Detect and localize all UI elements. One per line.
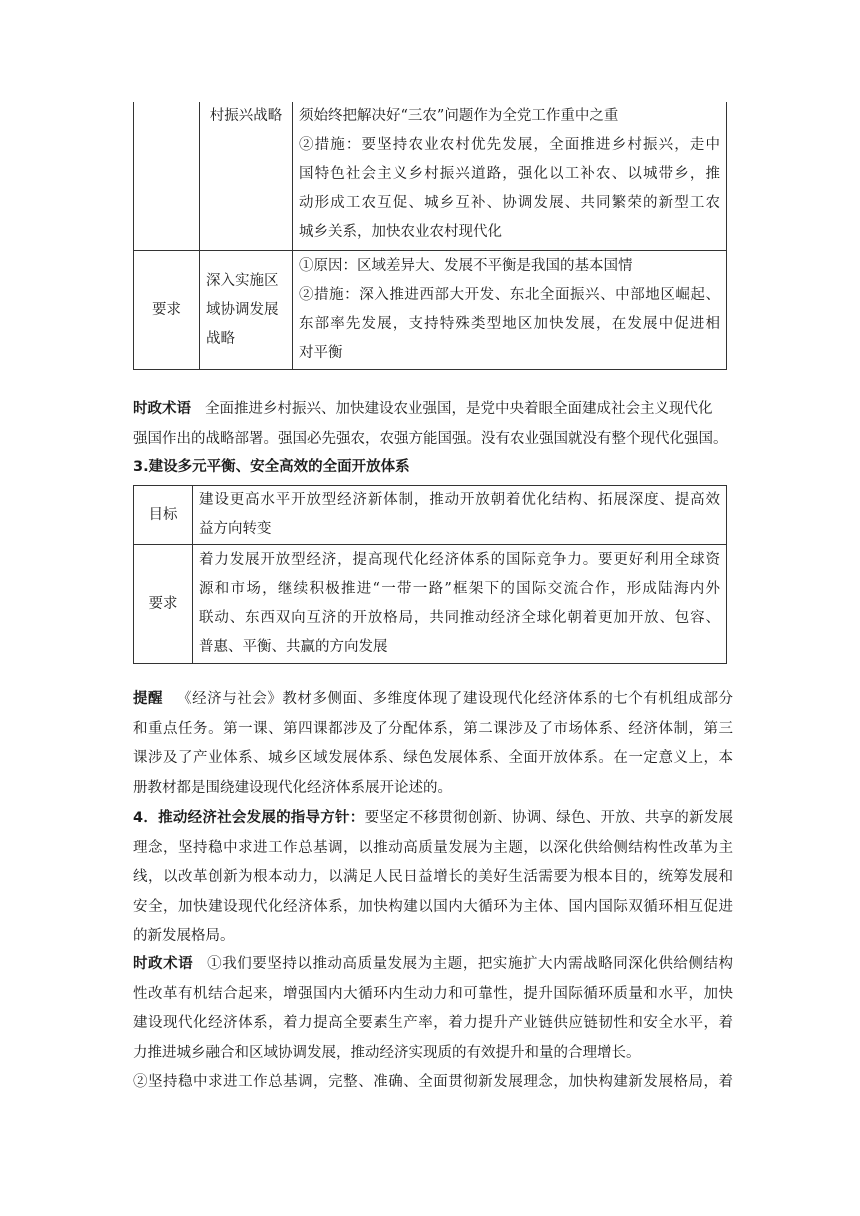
cell-line: 东部率先发展，支持特殊类型地区加快发展，在发展中促进相 [299, 316, 720, 332]
cell-line: ①原因：区域差异大、发展不平衡是我国的基本国情 [299, 258, 633, 274]
table-cell-category: 要求 [134, 251, 200, 370]
politics-term-block [133, 950, 733, 1098]
cell-line: 战略 [206, 330, 235, 347]
table-cell-content [293, 251, 727, 370]
paragraph-line: 全面推进乡村振兴、加快建设农业强国，是党中央着眼全面建成社会主义现代化 [205, 401, 713, 417]
politics-term-block [133, 395, 733, 454]
table-row [134, 251, 727, 370]
cell-line: ②措施：深入推进西部大开发、东北全面振兴、中部地区崛起、 [299, 287, 720, 303]
paragraph-line: 册教材都是围绕建设现代化经济体系展开论述的。 [133, 779, 452, 796]
cell-line: 动形成工农互促、城乡互补、协调发展、共同繁荣的新型工农 [299, 195, 720, 211]
cell-line: 源和市场，继续积极推进“一带一路”框架下的国际交流合作，形成陆海内外 [199, 581, 720, 597]
paragraph-line: 安全，加快建设现代化经济体系，加快构建以国内大循环为主体、国内国际双循环相互促进 [133, 898, 733, 915]
paragraph-line: 力推进城乡融合和区域协调发展，推动经济实现质的有效提升和量的合理增长。 [133, 1044, 641, 1061]
guideline-block [133, 804, 733, 952]
strategy-table [133, 102, 727, 370]
table-row [134, 102, 727, 251]
cell-line: 建设更高水平开放型经济新体制，推动开放朝着优化结构、拓展深度、提高效 [199, 492, 720, 508]
paragraph-line: ②坚持稳中求进工作总基调，完整、准确、全面贯彻新发展理念，加快构建新发展格局，着 [133, 1074, 733, 1090]
cell-line: 域协调发展 [206, 301, 279, 318]
cell-line: 深入实施区 [206, 272, 279, 289]
paragraph-line: 要坚定不移贯彻创新、协调、绿色、开放、共享的新发展 [364, 810, 734, 826]
paragraph-line: 线，以改革创新为根本动力，以满足人民日益增长的美好生活需要为根本目的，统筹发展和 [133, 869, 733, 885]
reminder-tag: 提醒 [133, 691, 164, 707]
paragraph-line: 性改革有机结合起来，增强国内大循环内生动力和可靠性，提升国际循环质量和水平，加快 [133, 985, 733, 1002]
table-cell-content [293, 102, 727, 251]
cell-line: 国特色社会主义乡村振兴道路，强化以工补农、以城带乡，推 [299, 166, 720, 182]
table-cell-label: 目标 [134, 486, 193, 545]
paragraph-line: ①我们要坚持以推动高质量发展为主题，把实施扩大内需战略同深化供给侧结构 [207, 956, 734, 972]
paragraph-line: 的新发展格局。 [133, 928, 235, 944]
table-cell-category [134, 102, 200, 251]
paragraph-line: 和重点任务。第一课、第四课都涉及了分配体系，第二课涉及了市场体系、经济体制，第三 [133, 720, 733, 737]
reminder-block [133, 685, 733, 803]
cell-line: 着力发展开放型经济，提高现代化经济体系的国际竞争力。要更好利用全球资 [199, 552, 720, 568]
cell-line: 对平衡 [299, 345, 343, 361]
table-row [134, 486, 727, 545]
politics-term-tag: 时政术语 [133, 956, 194, 972]
table-cell-content [193, 545, 727, 664]
paragraph-line: 课涉及了产业体系、城乡区域发展体系、绿色发展体系、全面开放体系。在一定意义上，本 [133, 750, 733, 766]
table-cell-content [193, 486, 727, 545]
paragraph-line: 《经济与社会》教材多侧面、多维度体现了建设现代化经济体系的七个有机组成部分 [177, 691, 734, 707]
strategy-name: 村振兴战略 [209, 108, 283, 124]
paragraph-line: 理念，坚持稳中求进工作总基调，以推动高质量发展为主题，以深化供给侧结构性改革为主 [133, 839, 733, 856]
openness-table [133, 485, 727, 664]
cell-line: 城乡关系，加快农业农村现代化 [299, 224, 502, 240]
cell-line: ②措施：要坚持农业农村优先发展，全面推进乡村振兴，走中 [299, 137, 720, 153]
politics-term-tag: 时政术语 [133, 401, 191, 417]
cell-line: 益方向转变 [199, 521, 272, 537]
table-cell-strategy [200, 102, 293, 251]
cell-line: 联动、东西双向互济的开放格局，共同推动经济全球化朝着更加开放、包容、 [199, 610, 720, 626]
table-cell-strategy [200, 251, 293, 370]
paragraph-line: 强国作出的战略部署。强国必先强农，农强方能国强。没有农业强国就没有整个现代化强国。 [133, 430, 728, 447]
paragraph-line: 建设现代化经济体系，着力提高全要素生产率，着力提升产业链供应链韧性和安全水平，着 [133, 1015, 733, 1031]
section-heading: 3.建设多元平衡、安全高效的全面开放体系 [133, 459, 410, 475]
guideline-title: 4．推动经济社会发展的指导方针： [133, 810, 365, 826]
table-cell-label: 要求 [134, 545, 193, 664]
cell-line: 须始终把解决好“三农”问题作为全党工作重中之重 [299, 108, 619, 124]
table-row [134, 545, 727, 664]
cell-line: 普惠、平衡、共赢的方向发展 [199, 639, 388, 655]
